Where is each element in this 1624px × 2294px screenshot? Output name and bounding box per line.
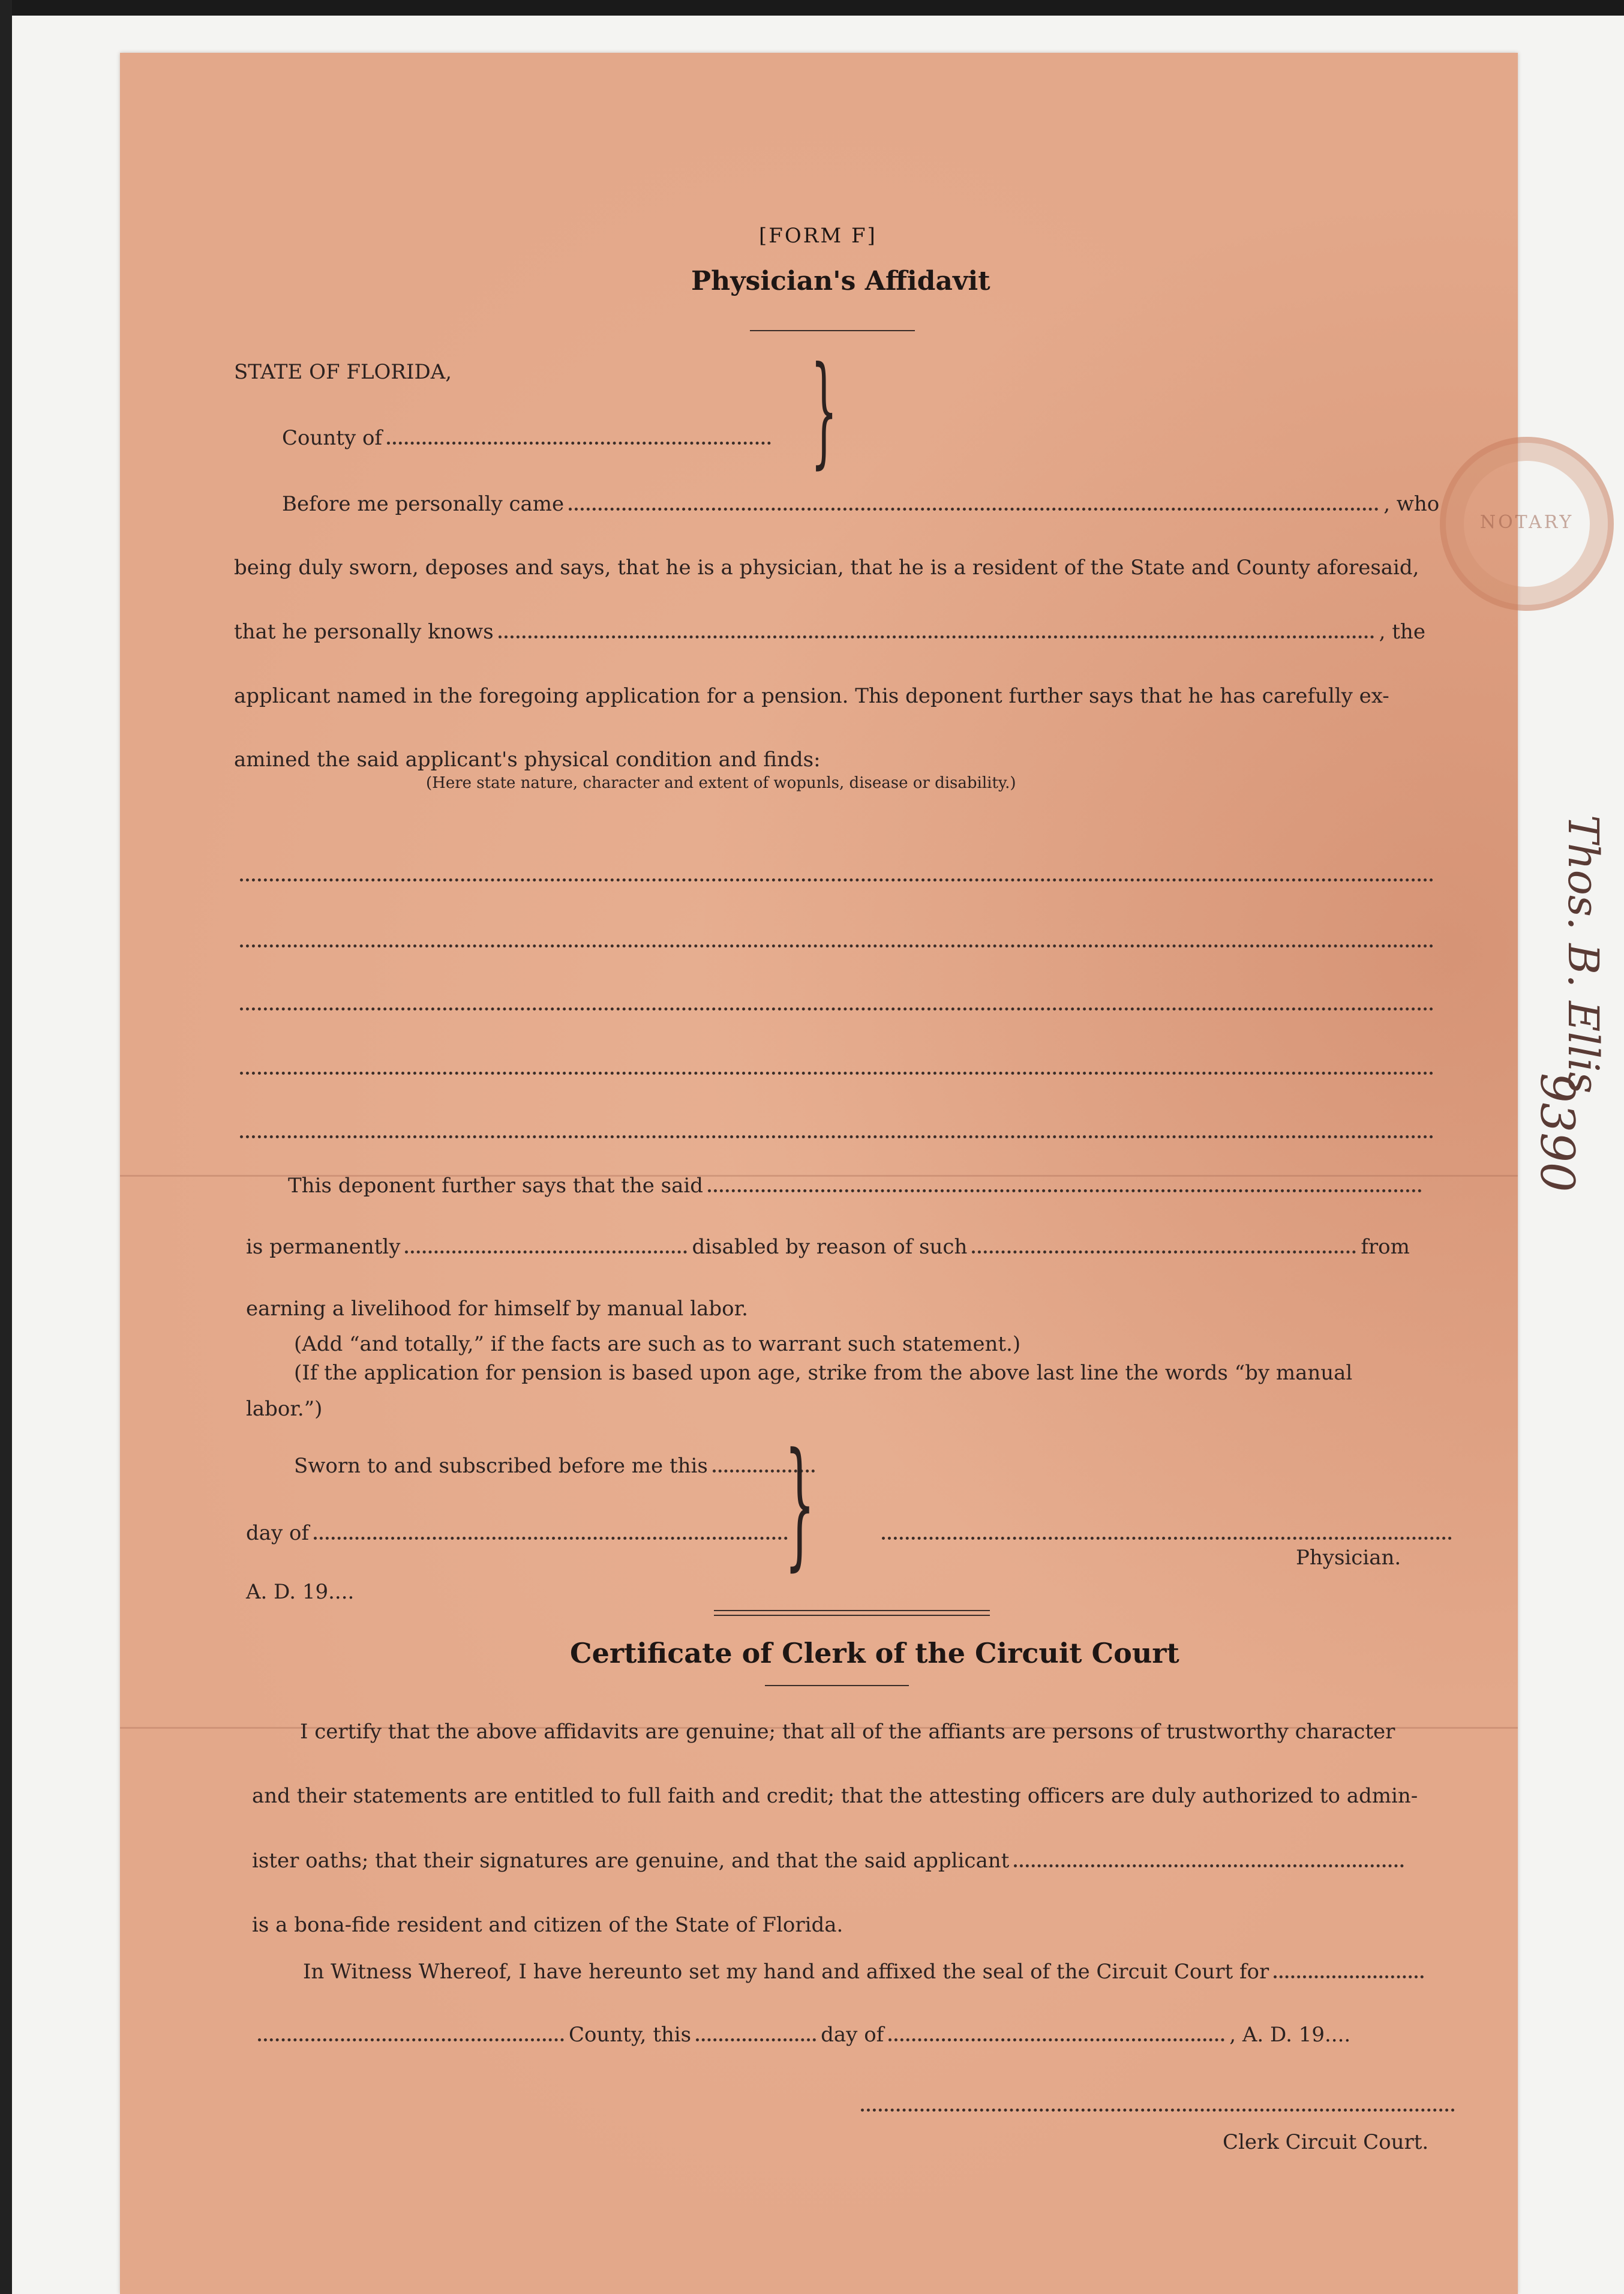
title-rule	[750, 330, 915, 331]
note-age: (If the application for pension is based upon age, strike from the above last line the words “by manual	[294, 1361, 1353, 1385]
certificate-rule	[765, 1685, 909, 1686]
section-rule	[714, 1615, 990, 1616]
sworn-month-field[interactable]	[314, 1537, 788, 1540]
note-totally: (Add “and totally,” if the facts are such as to warrant such statement.)	[294, 1332, 1021, 1356]
said-field[interactable]	[708, 1189, 1422, 1192]
condition-field-line[interactable]	[240, 1072, 1434, 1075]
scanner-left-edge	[0, 0, 12, 2294]
handwritten-name: Thos. B. Ellis	[1559, 815, 1608, 1094]
brace: }	[811, 341, 837, 481]
clerk-day-field[interactable]	[696, 2038, 816, 2041]
statements-line: and their statements are entitled to full faith and credit; that the attesting officers are duly authorized to admin-	[252, 1784, 1418, 1808]
physician-label: Physician.	[1296, 1546, 1401, 1570]
county-label: County of	[282, 426, 383, 450]
witness-line: In Witness Whereof, I have hereunto set my hand and affixed the seal of the Circuit Court for	[303, 1960, 1428, 1984]
applicant-name-field[interactable]	[499, 635, 1374, 638]
page-title: Physician's Affidavit	[691, 266, 990, 296]
clerk-month-field[interactable]	[888, 2038, 1224, 2041]
clerk-signature-field[interactable]	[861, 2109, 1455, 2112]
state-label: STATE OF FLORIDA,	[234, 360, 452, 384]
brace: }	[784, 1424, 815, 1584]
examined-note: (Here state nature, character and extent of wopunls, disease or disability.)	[426, 774, 1016, 792]
note-age-end: labor.”)	[246, 1397, 323, 1421]
county-this-line: County, this day of , A. D. 19....	[258, 2023, 1350, 2047]
county-line	[282, 426, 776, 450]
clerk-county-field[interactable]	[258, 2038, 564, 2041]
knows-line: that he personally knows , the	[234, 620, 1425, 644]
before-me-line: Before me personally came , who	[282, 492, 1440, 516]
section-rule	[714, 1610, 990, 1611]
day-of-line: day of	[246, 1521, 793, 1545]
oaths-line: ister oaths; that their signatures are genuine, and that the said applicant	[252, 1849, 1409, 1873]
examined-line: amined the said applicant's physical condition and finds:	[234, 748, 821, 772]
condition-field-line[interactable]	[240, 1135, 1434, 1138]
sworn-this-line: Sworn to and subscribed before me this	[294, 1454, 819, 1478]
affidavit-document	[120, 53, 1608, 2294]
resident-line: is a bona-fide resident and citizen of the State of Florida.	[252, 1913, 843, 1937]
form-label: [FORM F]	[759, 224, 877, 248]
clerk-label: Clerk Circuit Court.	[1223, 2130, 1429, 2154]
court-county-field[interactable]	[1274, 1975, 1424, 1978]
deponent-name-field[interactable]	[569, 508, 1379, 511]
condition-field-line[interactable]	[240, 878, 1434, 881]
handwritten-number: 9390	[1530, 1073, 1584, 1192]
physician-signature-field[interactable]	[882, 1537, 1452, 1540]
disability-field[interactable]	[972, 1251, 1356, 1254]
condition-field-line[interactable]	[240, 1007, 1434, 1010]
applicant-line: applicant named in the foregoing application for a pension. This deponent further says that he has carefully ex-	[234, 684, 1389, 708]
county-field[interactable]	[387, 442, 771, 445]
deponent-further-line: This deponent further says that the said	[288, 1174, 1427, 1198]
scanner-top-edge	[0, 0, 1624, 16]
livelihood-line: earning a livelihood for himself by manual labor.	[246, 1297, 748, 1321]
degree-field[interactable]	[405, 1251, 687, 1254]
certify-line: I certify that the above affidavits are genuine; that all of the affiants are persons of trustworthy character	[300, 1720, 1395, 1744]
certificate-title: Certificate of Clerk of the Circuit Court	[570, 1637, 1179, 1669]
ad-year: A. D. 19....	[246, 1580, 355, 1604]
sworn-line: being duly sworn, deposes and says, that he is a physician, that he is a resident of the State and County aforesaid,	[234, 556, 1419, 580]
certified-applicant-field[interactable]	[1014, 1864, 1404, 1867]
notary-seal-emboss: NOTARY	[1440, 437, 1614, 611]
condition-field-line[interactable]	[240, 944, 1434, 947]
permanently-line: is permanently disabled by reason of such from	[246, 1235, 1410, 1259]
